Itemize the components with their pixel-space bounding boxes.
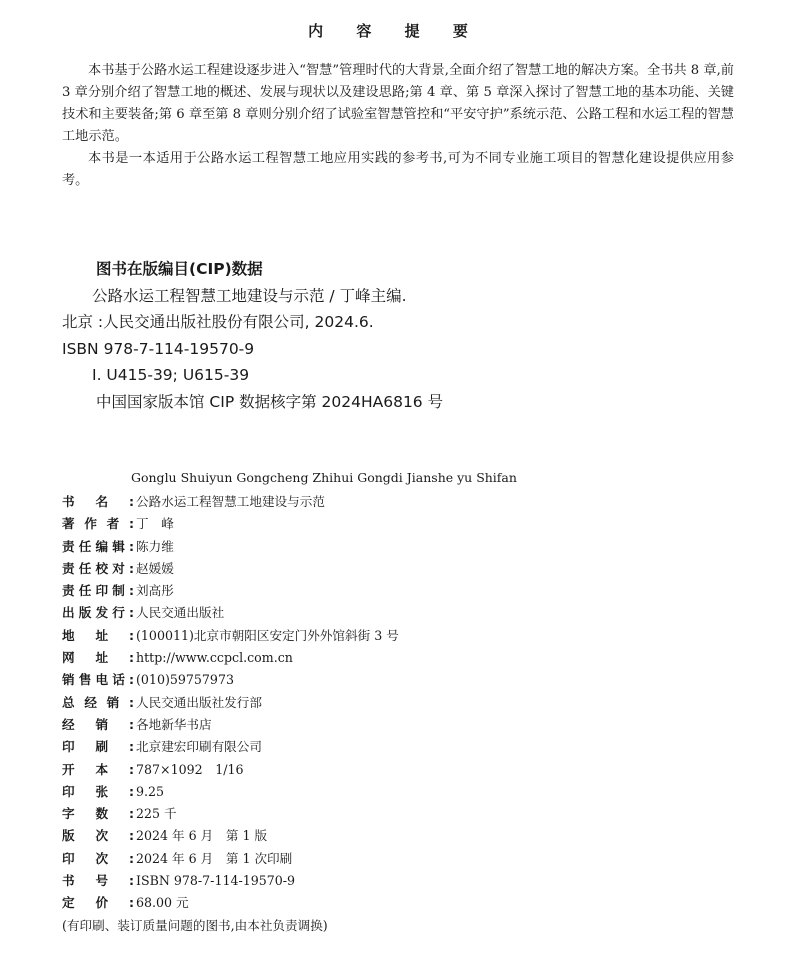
info-row [62,714,722,736]
info-label: 总 经 销 : [62,694,134,710]
cip-number-line: 中国国家版本馆 CIP 数据核字第 2024HA6816 号 [96,392,444,411]
info-value: 225 千 [136,806,177,822]
book-info-list [62,491,722,937]
info-value: 2024 年 6 月 第 1 次印刷 [136,850,293,866]
cip-classification-line: Ⅰ. U415-39; U615-39 [92,366,250,384]
info-label: 经 销 : [62,716,134,732]
pinyin-title: Gonglu Shuiyun Gongcheng Zhihui Gongdi Jianshe yu Shifan [131,470,517,485]
cip-publisher-line: 北京 :人民交通出版社股份有限公司, 2024.6. [62,313,374,331]
info-value: ISBN 978-7-114-19570-9 [136,873,296,889]
info-row [62,736,722,758]
info-row [62,692,722,714]
quality-note: (有印刷、装订质量问题的图书,由本社负责调换) [62,917,328,933]
info-row [62,491,722,513]
info-value: 2024 年 6 月 第 1 版 [136,828,268,844]
info-label: 印 张 : [62,783,134,799]
info-value: 陈力维 [136,538,174,554]
info-label: 责 任 印 制 : [62,583,134,599]
info-value: 人民交通出版社发行部 [136,694,262,710]
info-value: 北京建宏印刷有限公司 [136,739,262,755]
info-label: 定 价 : [62,895,134,911]
cip-title-line: 公路水运工程智慧工地建设与示范 / 丁峰主编. [92,286,407,305]
info-label: 责 任 校 对 : [62,560,134,576]
info-value: 787×1092 1/16 [136,761,244,777]
info-row [62,870,722,892]
info-label: 版 次 : [62,828,134,844]
info-label: 字 数 : [62,806,134,822]
summary-paragraph-2: 本书是一本适用于公路水运工程智慧工地应用实践的参考书,可为不同专业施工项目的智慧化建设提供应用参考。 [62,151,734,188]
info-label: 网 址 : [62,650,134,666]
info-row [62,669,722,691]
info-value: 人民交通出版社 [136,605,225,621]
info-row [62,892,722,914]
page-title: 内 容 提 要 [308,22,482,40]
info-label: 出 版 发 行 : [62,605,134,621]
info-label: 书 号 : [62,873,134,889]
cip-isbn-line: ISBN 978-7-114-19570-9 [62,339,255,358]
info-value: 各地新华书店 [136,716,212,732]
info-row [62,580,722,602]
info-row [62,781,722,803]
info-value: 丁 峰 [136,516,174,532]
info-label: 责 任 编 辑 : [62,538,134,554]
info-row [62,602,722,624]
info-row [62,647,722,669]
summary-paragraph-1: 本书基于公路水运工程建设逐步进入“智慧”管理时代的大背景,全面介绍了智慧工地的解决方案。全书共 8 章,前 3 章分别介绍了智慧工地的概述、发展与现状以及建设思路;第 4 章、第 5 章深入探讨了智慧工地的基本功能、关键技术和主要装备;第 6 章至第 8 章则分别介绍了试验室智慧管控和“平安守护”系统示范、公路工程和水运工程的智慧工地示范。 [62,63,734,144]
info-value: (100011)北京市朝阳区安定门外外馆斜街 3 号 [136,627,399,643]
info-value: (010)59757973 [136,672,234,688]
info-value: 公路水运工程智慧工地建设与示范 [136,494,325,509]
info-value: 刘高彤 [136,583,174,599]
info-label: 地 址 : [62,627,134,643]
info-row [62,848,722,870]
info-row [62,803,722,825]
info-value: 68.00 元 [136,895,189,911]
info-row [62,558,722,580]
info-label: 印 刷 : [62,739,134,755]
info-label: 著 作 者 : [62,516,134,532]
info-value: 9.25 [136,783,165,799]
info-row [62,759,722,781]
info-value: 赵媛媛 [136,560,174,576]
cip-heading: 图书在版编目(CIP)数据 [96,260,263,278]
info-row [62,625,722,647]
info-row [62,825,722,847]
cip-section [62,256,722,415]
info-row [62,536,722,558]
info-label: 销 售 电 话 : [62,672,134,688]
info-value: http://www.ccpcl.com.cn [136,650,293,666]
summary-section [62,60,734,192]
info-row [62,513,722,535]
info-label: 书 名 : [62,494,134,509]
info-label: 开 本 : [62,761,134,777]
info-label: 印 次 : [62,850,134,866]
